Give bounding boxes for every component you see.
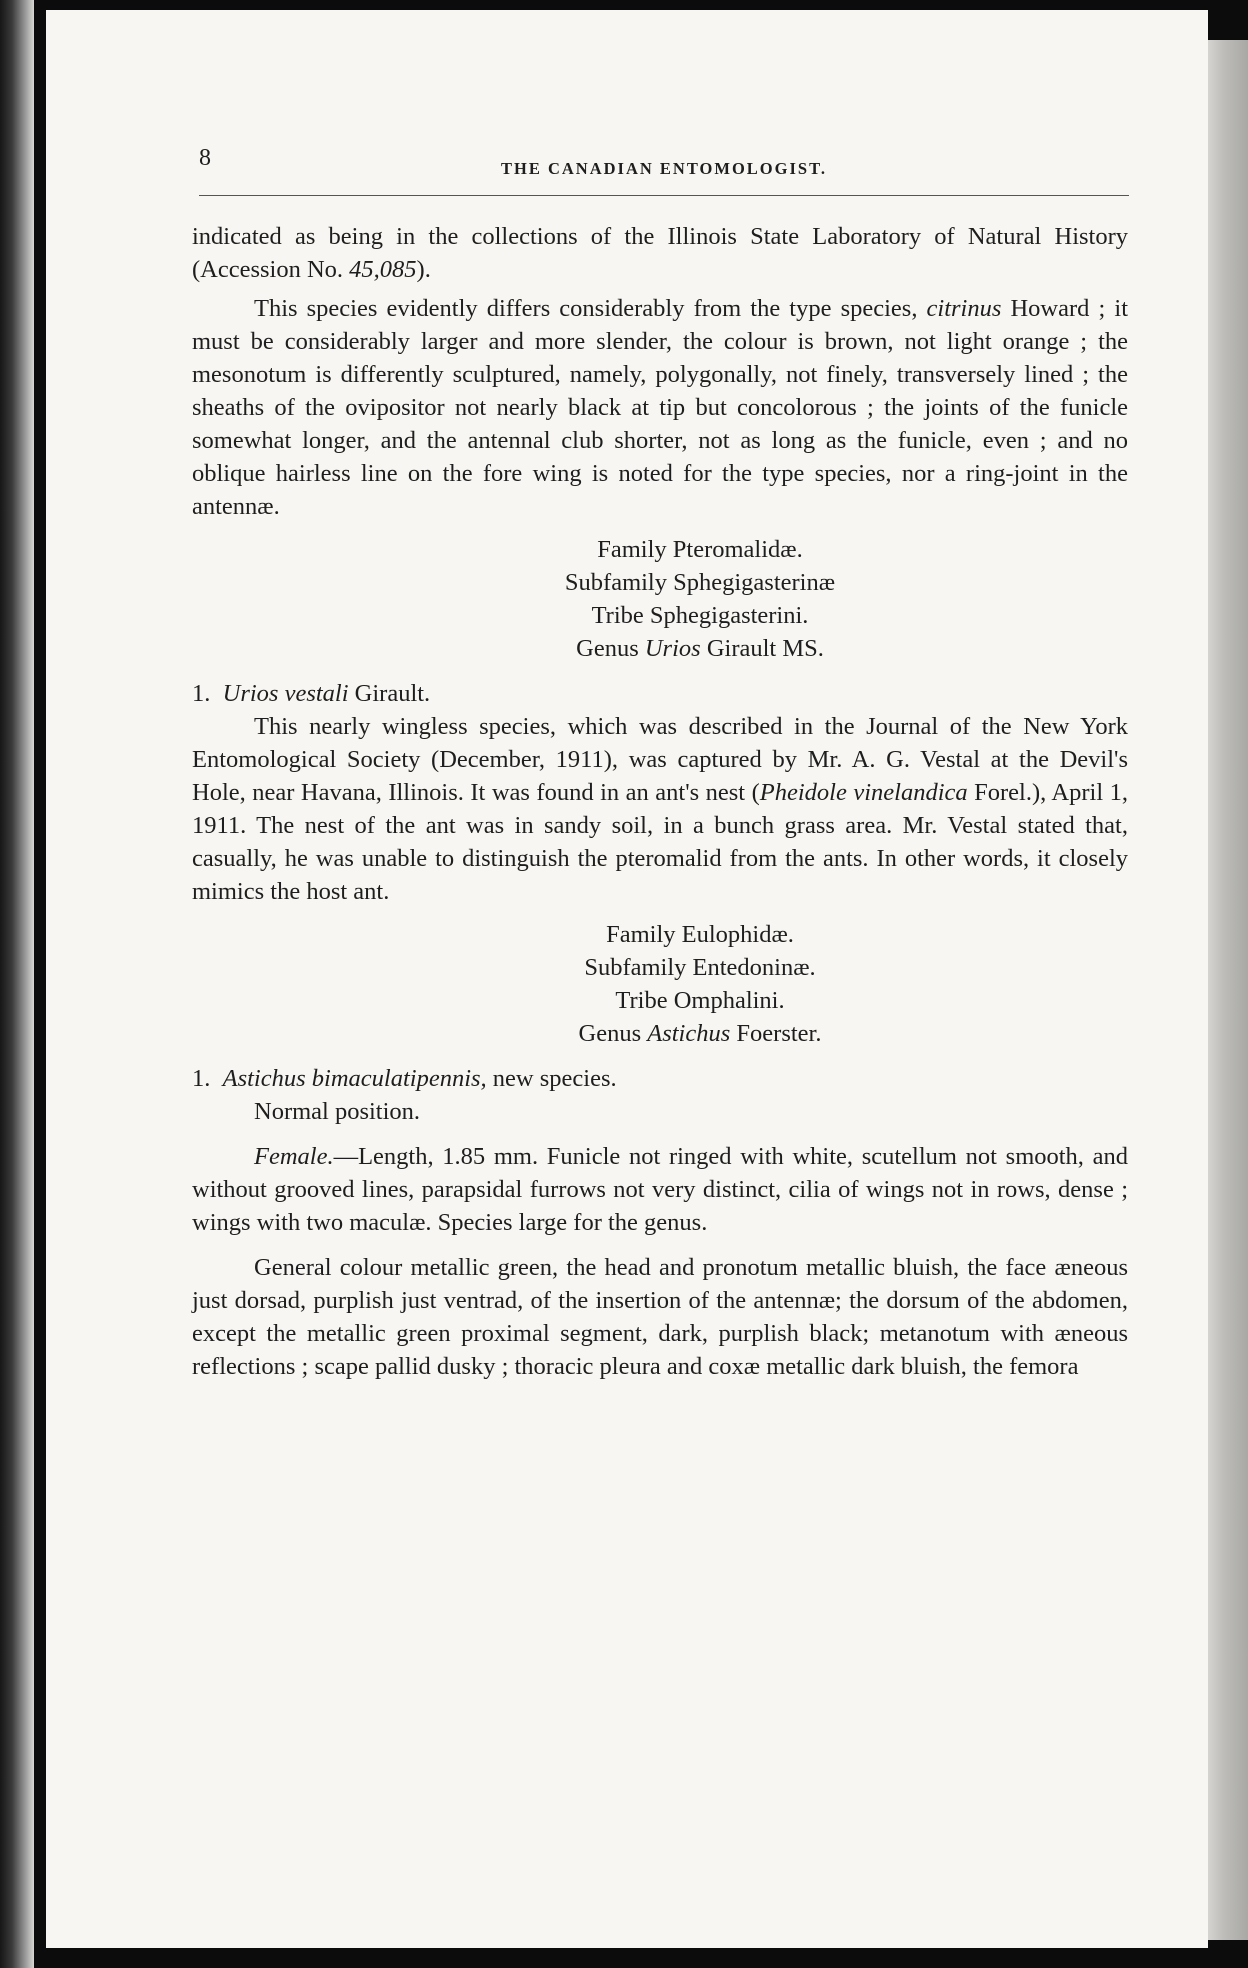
- species-name: Urios vestali: [222, 680, 349, 707]
- species-heading-astichus: [192, 1062, 1128, 1095]
- tribe-heading: Tribe Sphegigasterini.: [591, 602, 809, 629]
- type-species-name: citrinus: [926, 295, 1002, 322]
- urios-rest: Forel.), April 1, 1911. The nest of the ant was in sandy soil, in a bunch grass area. Mr. Vestal stated that, casually, he was unable to distinguish the pteromalid from the ants. In other words, it closely mimics the host ant.: [192, 779, 1128, 905]
- accession-text: indicated as being in the collections of the Illinois State Laboratory of Natural History (Accession No.: [192, 223, 1128, 283]
- genus-name: Astichus: [647, 1020, 731, 1047]
- genus-prefix: Genus: [576, 635, 645, 662]
- normal-position-line: Normal position.: [254, 1098, 421, 1125]
- species-author: new species.: [486, 1065, 617, 1092]
- genus-author: Foerster.: [730, 1020, 822, 1047]
- genus-prefix: Genus: [578, 1020, 648, 1047]
- genus-author: Girault MS.: [700, 635, 824, 662]
- genus-heading: [272, 632, 1128, 665]
- host-ant-name: Pheidole vinelandica: [759, 779, 968, 806]
- female-label: Female.: [254, 1143, 334, 1170]
- journal-title: THE CANADIAN ENTOMOLOGIST.: [501, 159, 827, 178]
- species-number: 1.: [192, 1065, 211, 1092]
- accession-number: 45,085: [349, 256, 417, 283]
- family-heading: Family Eulophidæ.: [606, 921, 794, 948]
- accession-end: ).: [416, 256, 431, 283]
- genus-name: Urios: [644, 635, 701, 662]
- female-text: —Length, 1.85 mm. Funicle not ringed with white, scutellum not smooth, and without grooved lines, parapsidal furrows not very distinct, cilia of wings not in rows, dense ; wings with two maculæ. Species large for the genus.: [192, 1143, 1128, 1236]
- taxonomy-block-pteromalidae: [192, 533, 1128, 665]
- genus-heading: [272, 1017, 1128, 1050]
- paragraph-urios-description: [192, 710, 1128, 908]
- family-heading: Family Pteromalidæ.: [597, 536, 803, 563]
- taxonomy-block-eulophidae: [192, 918, 1128, 1050]
- paragraph-comparison: [192, 292, 1128, 523]
- header-rule: [199, 195, 1129, 196]
- paragraph-female: [192, 1140, 1128, 1239]
- subfamily-heading: Subfamily Sphegigasterinæ: [564, 569, 836, 596]
- paragraph-colour: General colour metallic green, the head and pronotum metallic bluish, the face æneous just dorsad, purplish just ventrad, of the insertion of the antennæ; the dorsum of the abdomen, except the metallic green proximal segment, dark, purplish black; metanotum with æneous reflections ; scape pallid dusky ; thoracic pleura and coxæ metallic dark bluish, the femora: [192, 1254, 1128, 1380]
- species-author: Girault.: [348, 680, 431, 707]
- tribe-heading: Tribe Omphalini.: [615, 987, 785, 1014]
- species-heading-urios: [192, 677, 1128, 710]
- urios-lead: This nearly wingless species, which was described in the Journal of the New York Entomological Society (December, 1911), was captured by Mr. A. G. Vestal at the Devil's Hole, near Havana, Illinois. It was found in an ant's nest (: [192, 713, 1128, 806]
- subfamily-heading: Subfamily Entedoninæ.: [584, 954, 816, 981]
- paragraph-accession: [192, 220, 1128, 286]
- comparison-rest: Howard ; it must be considerably larger and more slender, the colour is brown, not light orange ; the mesonotum is differently sculptured, namely, polygonally, not finely, transversely lined ; the sheaths of the ovipositor not nearly black at tip but concolorous ; the joints of the funicle somewhat longer, and the antennal club shorter, not as long as the funicle, even ; and no oblique hairless line on the fore wing is noted for the type species, nor a ring-joint in the antennæ.: [192, 295, 1129, 520]
- species-number: 1.: [192, 680, 211, 707]
- comparison-lead: This species evidently differs considerably from the type species,: [254, 295, 927, 322]
- running-head: [199, 142, 1129, 182]
- body-text: [192, 220, 1128, 1383]
- species-name: Astichus bimaculatipennis,: [222, 1065, 487, 1092]
- page-number: 8: [199, 145, 211, 171]
